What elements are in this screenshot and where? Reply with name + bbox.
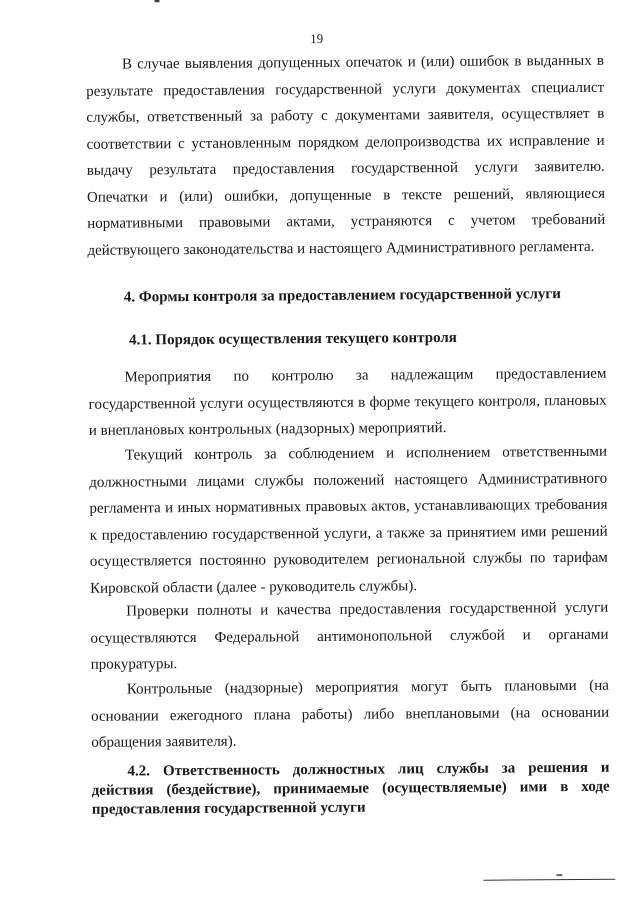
section-4-heading: 4. Формы контроля за предоставлением государственной услуги [123,286,561,306]
section-4-1-heading: 4.1. Порядок осуществления текущего контроля [129,329,457,349]
scan-artifact [154,0,159,2]
footer-rule [483,879,615,881]
paragraph-typo-correction: В случае выявления допущенных опечаток и (или) ошибок в выданных в результате предоставления государственной услуги документах специалист службы, ответственный за работу с документами заявителя, осуществляет в соответствии с установленным порядком делопроизводства их исправление и выдачу результата предоставления государственной услуги заявителю. Опечатки и (или) ошибки, допущенные в тексте решений, являющиеся нормативными правовыми актами, устраняются с учетом требований действующего законодательства и настоящего Административного регламента. [86,52,606,259]
paragraph-inspections: Проверки полноты и качества предоставления государственной услуги осуществляются Федеральной антимонопольной службой и органами прокуратуры. [90,599,609,673]
footer-mark [556,874,562,876]
page-number: 19 [310,30,324,47]
paragraph-current-control: Текущий контроль за соблюдением и исполнением ответственными должностными лицами службы положений настоящего Административного регламента и иных нормативных правовых актов, устанавливающих требования к предоставлению государственной услуги, а также за принятием ими решений осуществляется постоянно руководителем региональной службы по тарифам Кировской области (далее - руководитель службы). [89,443,608,597]
paragraph-planned-unplanned: Контрольные (надзорные) мероприятия могут быть плановыми (на основании ежегодного плана работы) либо внеплановыми (на основании обращения заявителя). [91,677,610,751]
section-4-2-heading: 4.2. Ответственность должностных лиц службы за решения и действия (бездействие), принимаемые (осуществляемые) ими в ходе предоставления государственной услуги [91,759,610,818]
paragraph-control-measures: Мероприятия по контролю за надлежащим предоставлением государственной услуги осуществляются в форме текущего контроля, плановых и внеплановых контрольных (надзорных) мероприятий. [88,365,607,439]
